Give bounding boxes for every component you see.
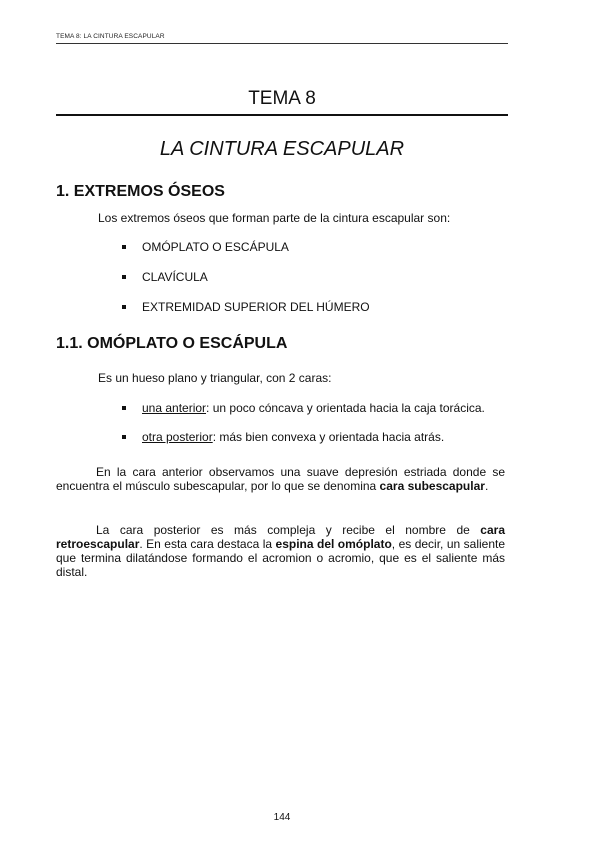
- section1-intro: Los extremos óseos que forman parte de la cintura escapular son:: [98, 211, 451, 225]
- bullet-square-icon: [122, 275, 126, 279]
- bullet-square-icon: [122, 245, 126, 249]
- list-item: EXTREMIDAD SUPERIOR DEL HÚMERO: [122, 300, 370, 314]
- list-item: una anterior: un poco cóncava y orientada hacia la caja torácica.: [122, 401, 485, 415]
- paragraph-cara-posterior: La cara posterior es más compleja y recibe el nombre de cara retroescapular. En esta cara destaca la espina del omóplato, es decir, un saliente que termina dilatándose formando el acromion o acromio, que es el saliente más distal.: [56, 523, 505, 579]
- list-item: otra posterior: más bien convexa y orientada hacia atrás.: [122, 430, 444, 444]
- paragraph-cara-anterior: En la cara anterior observamos una suave depresión estriada donde se encuentra el músculo subescapular, por lo que se denomina cara subescapular.: [56, 465, 505, 493]
- bullet-square-icon: [122, 435, 126, 439]
- list-item: OMÓPLATO O ESCÁPULA: [122, 240, 289, 254]
- page-number: 144: [273, 812, 291, 823]
- section11-intro: Es un hueso plano y triangular, con 2 caras:: [98, 371, 332, 385]
- header-rule: [56, 43, 508, 44]
- title-rule: [56, 114, 508, 116]
- section-heading-extremos: 1. EXTREMOS ÓSEOS: [56, 183, 225, 200]
- chapter-number: TEMA 8: [248, 88, 316, 109]
- list-item: CLAVÍCULA: [122, 270, 208, 284]
- face-term: una anterior: [142, 401, 207, 415]
- chapter-title: LA CINTURA ESCAPULAR: [159, 138, 405, 160]
- running-header: TEMA 8: LA CINTURA ESCAPULAR: [56, 33, 165, 40]
- bullet-square-icon: [122, 406, 126, 410]
- bullet-square-icon: [122, 305, 126, 309]
- face-term: otra posterior: [142, 430, 213, 444]
- section-heading-omoplato: 1.1. OMÓPLATO O ESCÁPULA: [56, 335, 288, 352]
